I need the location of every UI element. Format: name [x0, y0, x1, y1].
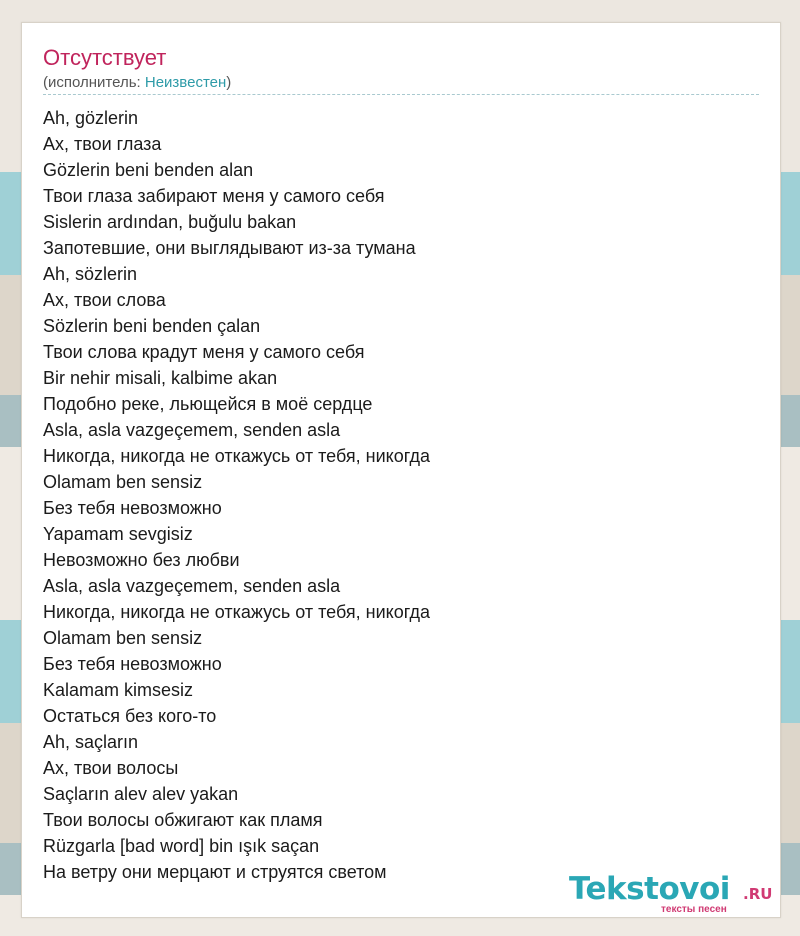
lyric-line: Olamam ben sensiz — [43, 472, 203, 492]
logo-tagline: тексты песен — [661, 904, 727, 915]
lyric-line: Твои волосы обжигают как пламя — [43, 810, 323, 830]
lyric-line: Ах, твои глаза — [43, 134, 162, 154]
lyric-line: Подобно реке, льющейся в моё сердце — [43, 394, 373, 414]
title-divider — [43, 94, 759, 95]
lyric-line: Rüzgarla [bad word] bin ışık saçan — [43, 836, 320, 856]
lyrics-card — [21, 22, 781, 918]
artist-prefix: (исполнитель: — [43, 74, 145, 91]
lyric-line: Запотевшие, они выглядывают из-за тумана — [43, 238, 416, 258]
lyric-line: Olamam ben sensiz — [43, 628, 203, 648]
lyric-line: Никогда, никогда не откажусь от тебя, никогда — [43, 446, 431, 466]
artist-suffix: ) — [226, 74, 232, 91]
lyric-line: Saçların alev alev yakan — [43, 784, 239, 804]
song-title: Отсутствует — [43, 45, 167, 70]
lyric-line: Никогда, никогда не откажусь от тебя, никогда — [43, 602, 431, 622]
artist-line — [43, 74, 231, 92]
lyric-line: Твои слова крадут меня у самого себя — [43, 342, 365, 362]
site-logo[interactable] — [569, 871, 779, 915]
lyric-line: Yapamam sevgisiz — [43, 524, 193, 544]
lyric-line: Ах, твои слова — [43, 290, 166, 310]
lyric-line: Bir nehir misali, kalbime akan — [43, 368, 278, 388]
lyric-line: Asla, asla vazgeçemem, senden asla — [43, 420, 341, 440]
lyric-line: Ah, gözlerin — [43, 108, 139, 128]
lyric-line: Ah, saçların — [43, 732, 139, 752]
lyric-line: Твои глаза забирают меня у самого себя — [43, 186, 385, 206]
lyric-line: Asla, asla vazgeçemem, senden asla — [43, 576, 341, 596]
lyric-line: Kalamam kimsesiz — [43, 680, 194, 700]
lyric-line: Без тебя невозможно — [43, 498, 222, 518]
lyrics-list — [43, 105, 430, 885]
lyric-line: Невозможно без любви — [43, 550, 240, 570]
logo-tld: .RU — [743, 885, 773, 903]
lyric-line: На ветру они мерцают и струятся светом — [43, 862, 387, 882]
lyric-line: Sislerin ardından, buğulu bakan — [43, 212, 297, 232]
lyric-line: Без тебя невозможно — [43, 654, 222, 674]
lyric-line: Ah, sözlerin — [43, 264, 138, 284]
lyric-line: Gözlerin beni benden alan — [43, 160, 254, 180]
logo-wordmark: Tekstovoi — [569, 871, 730, 907]
lyric-line: Sözlerin beni benden çalan — [43, 316, 261, 336]
lyric-line: Остаться без кого-то — [43, 706, 217, 726]
lyric-line: Ах, твои волосы — [43, 758, 179, 778]
artist-link[interactable]: Неизвестен — [144, 74, 227, 91]
